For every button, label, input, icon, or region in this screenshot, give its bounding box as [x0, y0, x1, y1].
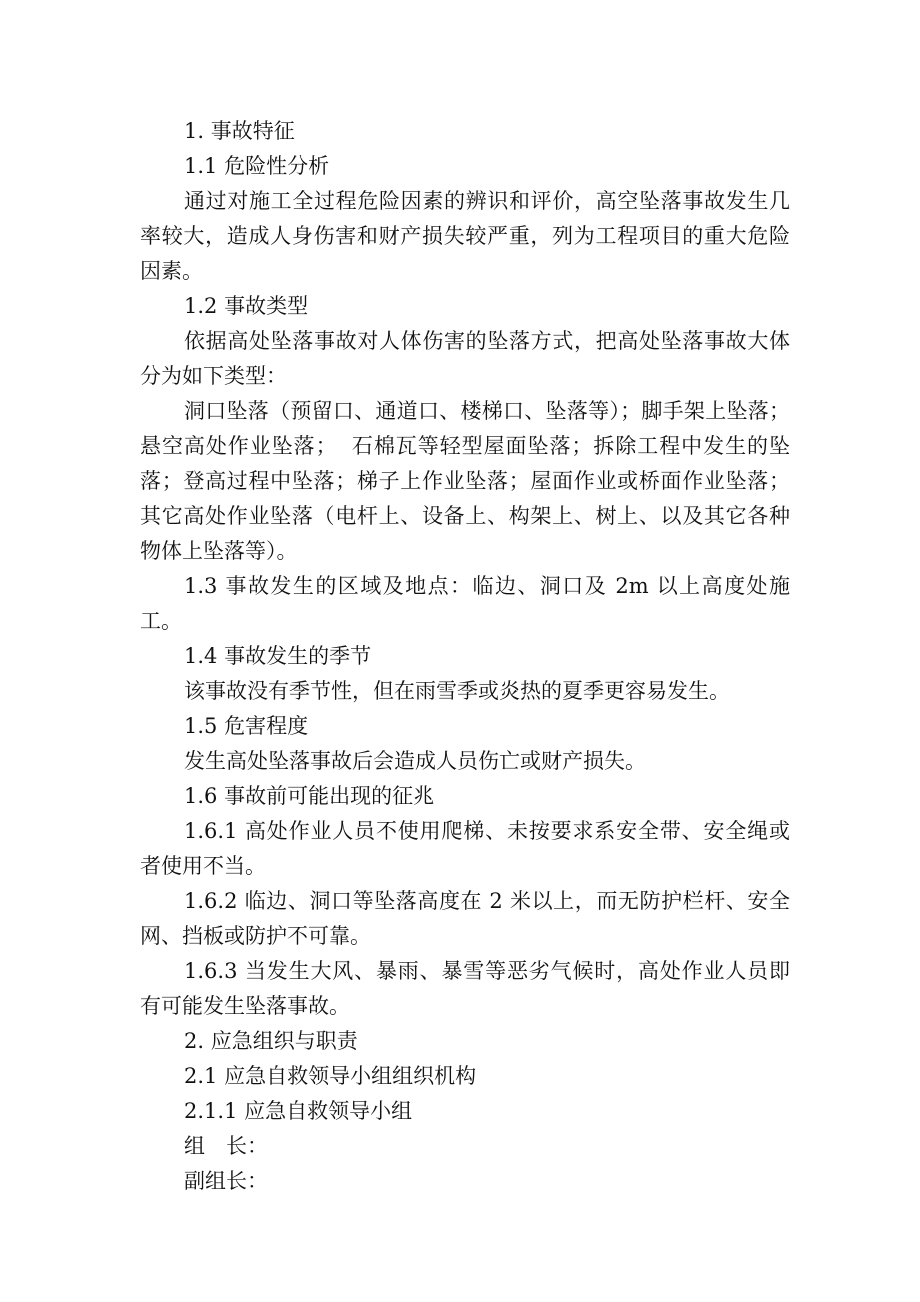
heading-2-1: 2.1 应急自救领导小组组织机构 [184, 1064, 477, 1088]
paragraph-1-6-2: 1.6.2 临边、洞口等坠落高度在 2 米以上，而无防护栏杆、安全网、挡板或防护不可靠。 [140, 889, 790, 948]
paragraph-accident-types-list: 洞口坠落（预留口、通道口、楼梯口、坠落等）；脚手架上坠落；悬空高处作业坠落； 石棉瓦等轻型屋面坠落；拆除工程中发生的坠落；登高过程中坠落；梯子上作业坠落；屋面作业或桥面作业坠落；其它高处作业坠落（电杆上、设备上、构架上、树上、以及其它各种物体上坠落等）。 [140, 399, 790, 563]
heading-1-5: 1.5 危害程度 [184, 714, 309, 738]
heading-1-4: 1.4 事故发生的季节 [184, 644, 372, 668]
paragraph-harm-degree: 发生高处坠落事故后会造成人员伤亡或财产损失。 [184, 749, 646, 773]
heading-1: 1. 事故特征 [184, 119, 295, 143]
paragraph-risk-analysis: 通过对施工全过程危险因素的辨识和评价，高空坠落事故发生几率较大，造成人身伤害和财产损失较严重，列为工程项目的重大危险因素。 [140, 189, 790, 283]
heading-1-6: 1.6 事故前可能出现的征兆 [184, 784, 435, 808]
paragraph-accident-types-intro: 依据高处坠落事故对人体伤害的坠落方式，把高处坠落事故大体分为如下类型： [140, 329, 790, 388]
heading-1-2: 1.2 事故类型 [184, 294, 309, 318]
paragraph-1-6-1: 1.6.1 高处作业人员不使用爬梯、未按要求系安全带、安全绳或者使用不当。 [140, 819, 790, 878]
paragraph-1-6-3: 1.6.3 当发生大风、暴雨、暴雪等恶劣气候时，高处作业人员即有可能发生坠落事故。 [140, 959, 790, 1018]
document-body [140, 114, 790, 1199]
paragraph-season: 该事故没有季节性，但在雨雪季或炎热的夏季更容易发生。 [184, 679, 730, 703]
heading-1-3: 1.3 事故发生的区域及地点：临边、洞口及 2m 以上高度处施工。 [140, 574, 790, 633]
heading-2: 2. 应急组织与职责 [184, 1029, 358, 1053]
heading-1-1: 1.1 危险性分析 [184, 154, 330, 178]
heading-2-1-1: 2.1.1 应急自救领导小组 [184, 1099, 413, 1123]
deputy-leader-line: 副组长： [184, 1169, 268, 1193]
team-leader-line: 组 长： [184, 1134, 268, 1158]
